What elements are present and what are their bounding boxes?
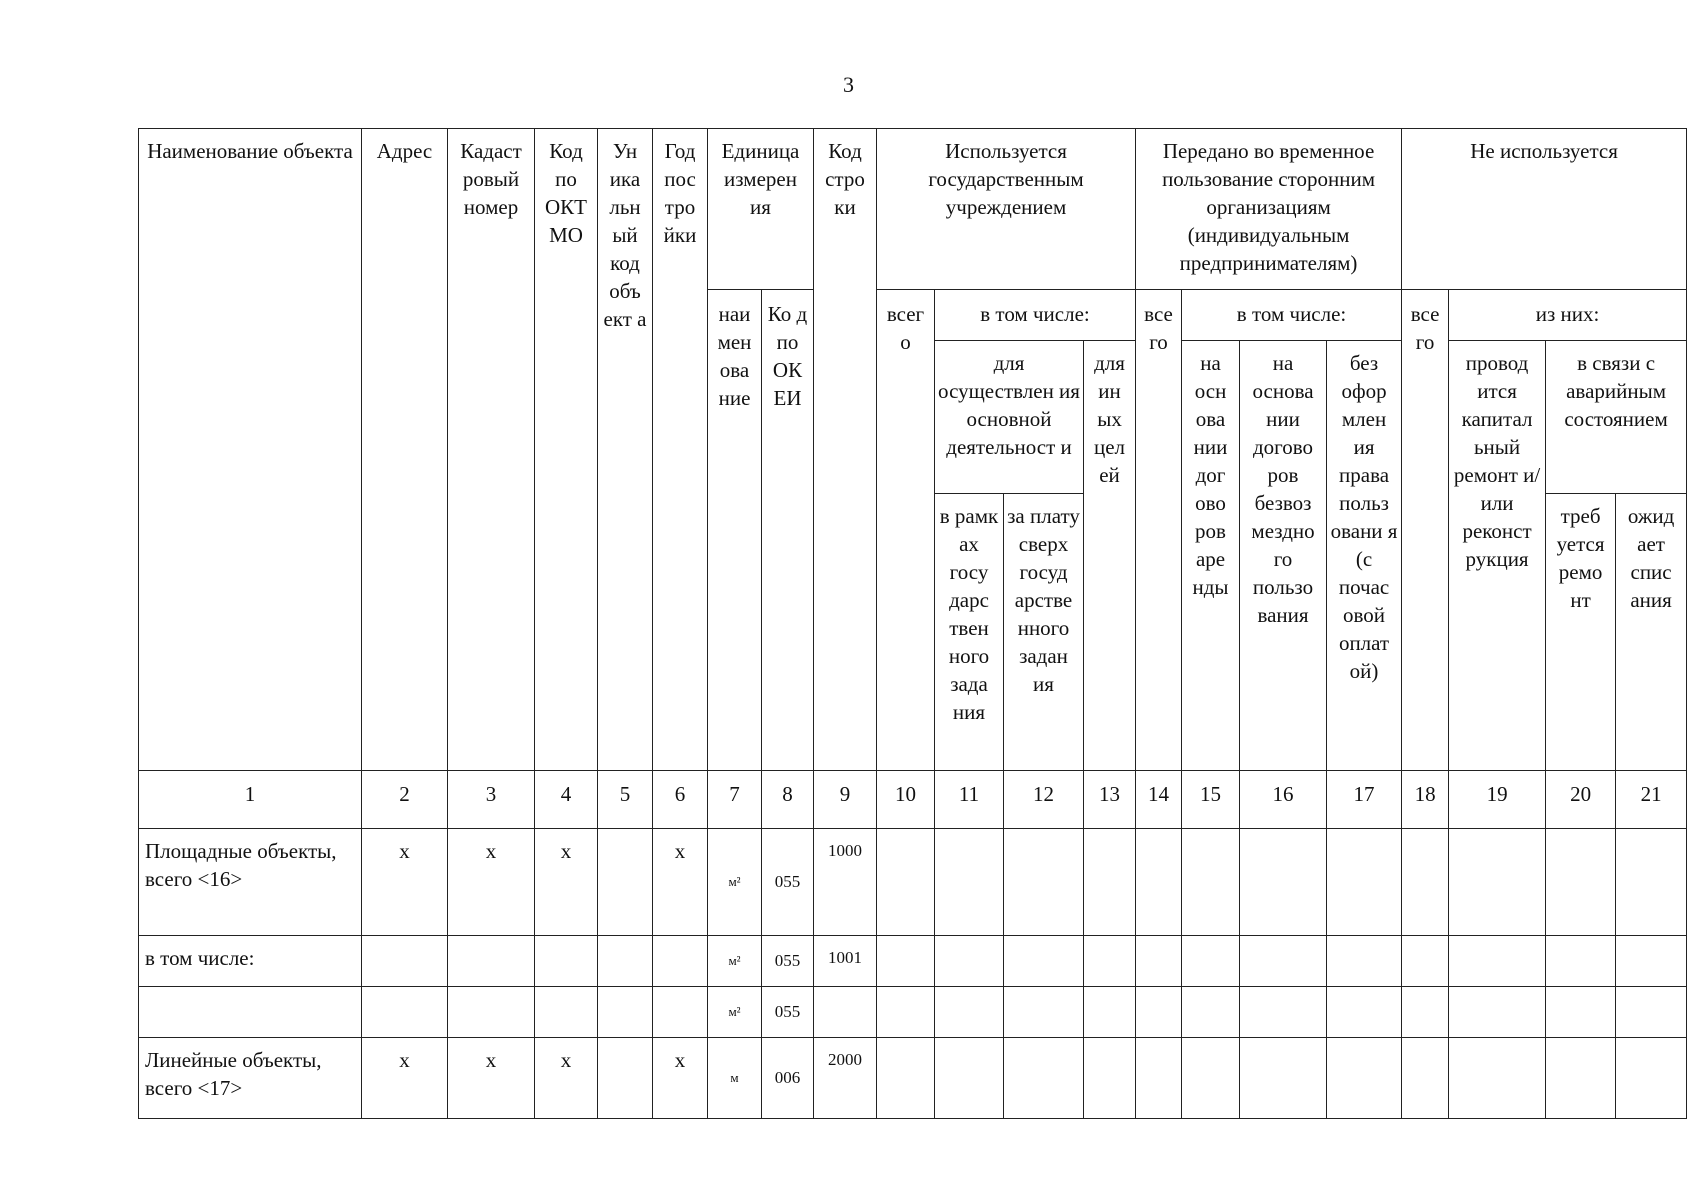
row-address: x <box>362 1038 448 1119</box>
row-cell <box>1327 829 1402 936</box>
row-code <box>814 987 877 1038</box>
header-lease: на осн ова нии дог ово ров аре нды <box>1182 341 1240 771</box>
header-year: Год пос тро йки <box>653 129 708 771</box>
row-cell <box>1616 936 1687 987</box>
row-cell <box>1182 987 1240 1038</box>
row-name: в том числе: <box>139 936 362 987</box>
header-transferred-including: в том числе: <box>1182 290 1402 341</box>
row-cell <box>1402 1038 1449 1119</box>
row-unit: м² <box>708 936 762 987</box>
header-address: Адрес <box>362 129 448 771</box>
column-number: 2 <box>362 771 448 829</box>
row-unit: м² <box>708 987 762 1038</box>
header-unit-name: наи мен ова ние <box>708 290 762 771</box>
column-number: 6 <box>653 771 708 829</box>
row-unit: м² <box>708 829 762 936</box>
header-okei: Ко д по ОК ЕИ <box>762 290 814 771</box>
row-cell <box>1327 1038 1402 1119</box>
row-cell <box>1136 1038 1182 1119</box>
row-address: x <box>362 829 448 936</box>
row-cell <box>1449 829 1546 936</box>
column-number: 19 <box>1449 771 1546 829</box>
header-unit: Единица измерен ия <box>708 129 814 290</box>
row-oktmo: x <box>535 1038 598 1119</box>
header-capital-repair: провод ится капитал ьный ремонт и/или реконст рукция <box>1449 341 1546 771</box>
row-year <box>653 987 708 1038</box>
row-cell <box>1546 829 1616 936</box>
header-used-gov: Используется государственным учреждением <box>877 129 1136 290</box>
row-cell <box>1182 936 1240 987</box>
header-name: Наименование объекта <box>139 129 362 771</box>
row-unique-code <box>598 829 653 936</box>
row-cell <box>1136 829 1182 936</box>
column-number: 8 <box>762 771 814 829</box>
page-number: 3 <box>843 72 854 97</box>
header-other-purposes: для ин ых цел ей <box>1084 341 1136 771</box>
row-name: Площадные объекты, всего <16> <box>139 829 362 936</box>
header-above-assignment: за плату сверх госуд арстве нного задан ия <box>1004 494 1084 771</box>
row-okei: 006 <box>762 1038 814 1119</box>
row-cadastral: x <box>448 829 535 936</box>
column-number: 14 <box>1136 771 1182 829</box>
row-cell <box>1004 987 1084 1038</box>
row-cell <box>935 936 1004 987</box>
row-cell <box>877 829 935 936</box>
header-cadastral: Кадаст ровый номер <box>448 129 535 771</box>
row-cell <box>1616 987 1687 1038</box>
row-code: 2000 <box>814 1038 877 1119</box>
column-number: 11 <box>935 771 1004 829</box>
row-cell <box>1136 987 1182 1038</box>
column-number: 1 <box>139 771 362 829</box>
row-okei: 055 <box>762 936 814 987</box>
row-cell <box>935 1038 1004 1119</box>
row-cell <box>1084 936 1136 987</box>
row-cell <box>1004 829 1084 936</box>
row-cell <box>1182 1038 1240 1119</box>
row-cadastral <box>448 936 535 987</box>
row-cell <box>1084 1038 1136 1119</box>
row-oktmo: x <box>535 829 598 936</box>
column-number: 18 <box>1402 771 1449 829</box>
row-cell <box>1449 1038 1546 1119</box>
header-used-including: в том числе: <box>935 290 1136 341</box>
column-number: 20 <box>1546 771 1616 829</box>
header-not-used: Не используется <box>1402 129 1687 290</box>
column-number: 12 <box>1004 771 1084 829</box>
row-cell <box>1546 936 1616 987</box>
row-cell <box>1327 936 1402 987</box>
row-cell <box>877 1038 935 1119</box>
row-cell <box>1136 936 1182 987</box>
row-year: x <box>653 1038 708 1119</box>
row-oktmo <box>535 987 598 1038</box>
row-cell <box>1546 1038 1616 1119</box>
row-cell <box>935 987 1004 1038</box>
row-address <box>362 936 448 987</box>
header-transferred: Передано во временное пользование сторонним организациям (индивидуальным предпринимателям) <box>1136 129 1402 290</box>
row-cell <box>1616 829 1687 936</box>
row-cell <box>1240 936 1327 987</box>
column-number: 21 <box>1616 771 1687 829</box>
row-cell <box>1004 936 1084 987</box>
row-cell <box>1402 936 1449 987</box>
header-no-registration: без офор млен ия права польз овани я (с почас овой оплат ой) <box>1327 341 1402 771</box>
header-not-used-total: все го <box>1402 290 1449 771</box>
column-number: 9 <box>814 771 877 829</box>
row-cell <box>1449 936 1546 987</box>
row-cell <box>1084 829 1136 936</box>
column-number: 15 <box>1182 771 1240 829</box>
row-year: x <box>653 829 708 936</box>
column-number: 16 <box>1240 771 1327 829</box>
row-cell <box>877 936 935 987</box>
row-cadastral <box>448 987 535 1038</box>
column-number: 5 <box>598 771 653 829</box>
header-line-code: Код стро ки <box>814 129 877 771</box>
header-awaits-writeoff: ожид ает спис ания <box>1616 494 1687 771</box>
row-cell <box>1449 987 1546 1038</box>
row-cell <box>1546 987 1616 1038</box>
header-main-activity: для осуществлен ия основной деятельност и <box>935 341 1084 494</box>
table-row <box>139 987 1687 1038</box>
row-cell <box>1182 829 1240 936</box>
column-number: 10 <box>877 771 935 829</box>
row-cell <box>1240 1038 1327 1119</box>
row-okei: 055 <box>762 829 814 936</box>
row-cell <box>1240 987 1327 1038</box>
row-cell <box>1084 987 1136 1038</box>
header-used-total: всег о <box>877 290 935 771</box>
property-usage-table <box>138 128 1687 1119</box>
row-unique-code <box>598 936 653 987</box>
row-cell <box>1240 829 1327 936</box>
header-emergency: в связи с аварийным состоянием <box>1546 341 1687 494</box>
row-cell <box>1327 987 1402 1038</box>
row-cell <box>1616 1038 1687 1119</box>
header-unique-code: Ун ика льн ый код объ ект а <box>598 129 653 771</box>
row-unique-code <box>598 987 653 1038</box>
row-code: 1000 <box>814 829 877 936</box>
row-unit: м <box>708 1038 762 1119</box>
table-row <box>139 829 1687 936</box>
table-row <box>139 1038 1687 1119</box>
column-number: 4 <box>535 771 598 829</box>
header-needs-repair: треб уется ремо нт <box>1546 494 1616 771</box>
column-number: 13 <box>1084 771 1136 829</box>
header-free-use: на основа нии догово ров безвоз мездно го пользо вания <box>1240 341 1327 771</box>
header-transferred-total: все го <box>1136 290 1182 771</box>
column-number: 3 <box>448 771 535 829</box>
row-okei: 055 <box>762 987 814 1038</box>
header-oktmo: Код по ОКТ МО <box>535 129 598 771</box>
column-number: 7 <box>708 771 762 829</box>
row-cadastral: x <box>448 1038 535 1119</box>
header-within-assignment: в рамк ах госу дарс твен ного зада ния <box>935 494 1004 771</box>
header-of-them: из них: <box>1449 290 1687 341</box>
row-cell <box>877 987 935 1038</box>
row-unique-code <box>598 1038 653 1119</box>
row-cell <box>1004 1038 1084 1119</box>
row-name <box>139 987 362 1038</box>
column-numbers-row <box>139 771 1687 829</box>
row-cell <box>1402 987 1449 1038</box>
row-cell <box>1402 829 1449 936</box>
row-name: Линейные объекты, всего <17> <box>139 1038 362 1119</box>
row-year <box>653 936 708 987</box>
row-code: 1001 <box>814 936 877 987</box>
row-oktmo <box>535 936 598 987</box>
row-address <box>362 987 448 1038</box>
column-number: 17 <box>1327 771 1402 829</box>
table-row <box>139 936 1687 987</box>
row-cell <box>935 829 1004 936</box>
